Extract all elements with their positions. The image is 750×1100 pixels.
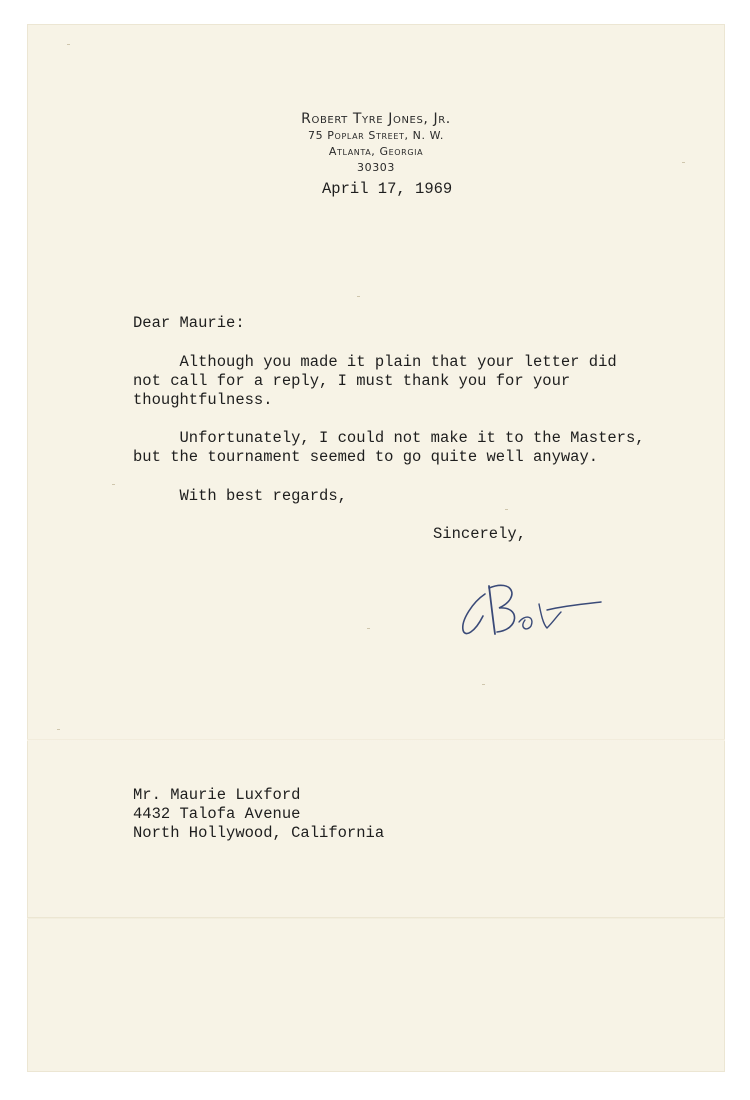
body-line: Unfortunately, I could not make it to the Masters, (133, 429, 645, 447)
paper-speck (505, 509, 508, 510)
paper-speck (57, 729, 60, 730)
paper-speck (67, 44, 70, 45)
recipient-city: North Hollywood, California (133, 824, 385, 842)
letterhead (27, 110, 725, 176)
body-line: not call for a reply, I must thank you for your (133, 372, 571, 390)
fold-crease (27, 917, 725, 919)
letterhead-name: Robert Tyre Jones, Jr. (301, 111, 451, 127)
recipient-name: Mr. Maurie Luxford (133, 786, 301, 804)
body-line: but the tournament seemed to go quite well anyway. (133, 448, 599, 466)
letter-sheet (27, 24, 725, 1072)
body-line: With best regards, (133, 487, 347, 505)
paper-speck (367, 628, 370, 629)
paper-speck (482, 684, 485, 685)
body-line: thoughtfulness. (133, 391, 273, 409)
letterhead-street: 75 Poplar Street, N. W. (308, 129, 444, 142)
fold-crease (27, 739, 725, 741)
paper-speck (112, 484, 115, 485)
letter-date: April 17, 1969 (322, 180, 453, 198)
letterhead-zip: 30303 (357, 161, 395, 174)
closing: Sincerely, (433, 525, 527, 543)
signature-handwritten (455, 572, 615, 642)
paper-speck (357, 296, 360, 297)
body-line: Although you made it plain that your letter did (133, 353, 617, 371)
recipient-street: 4432 Talofa Avenue (133, 805, 301, 823)
letterhead-city: Atlanta, Georgia (328, 145, 424, 158)
salutation: Dear Maurie: (133, 314, 245, 332)
